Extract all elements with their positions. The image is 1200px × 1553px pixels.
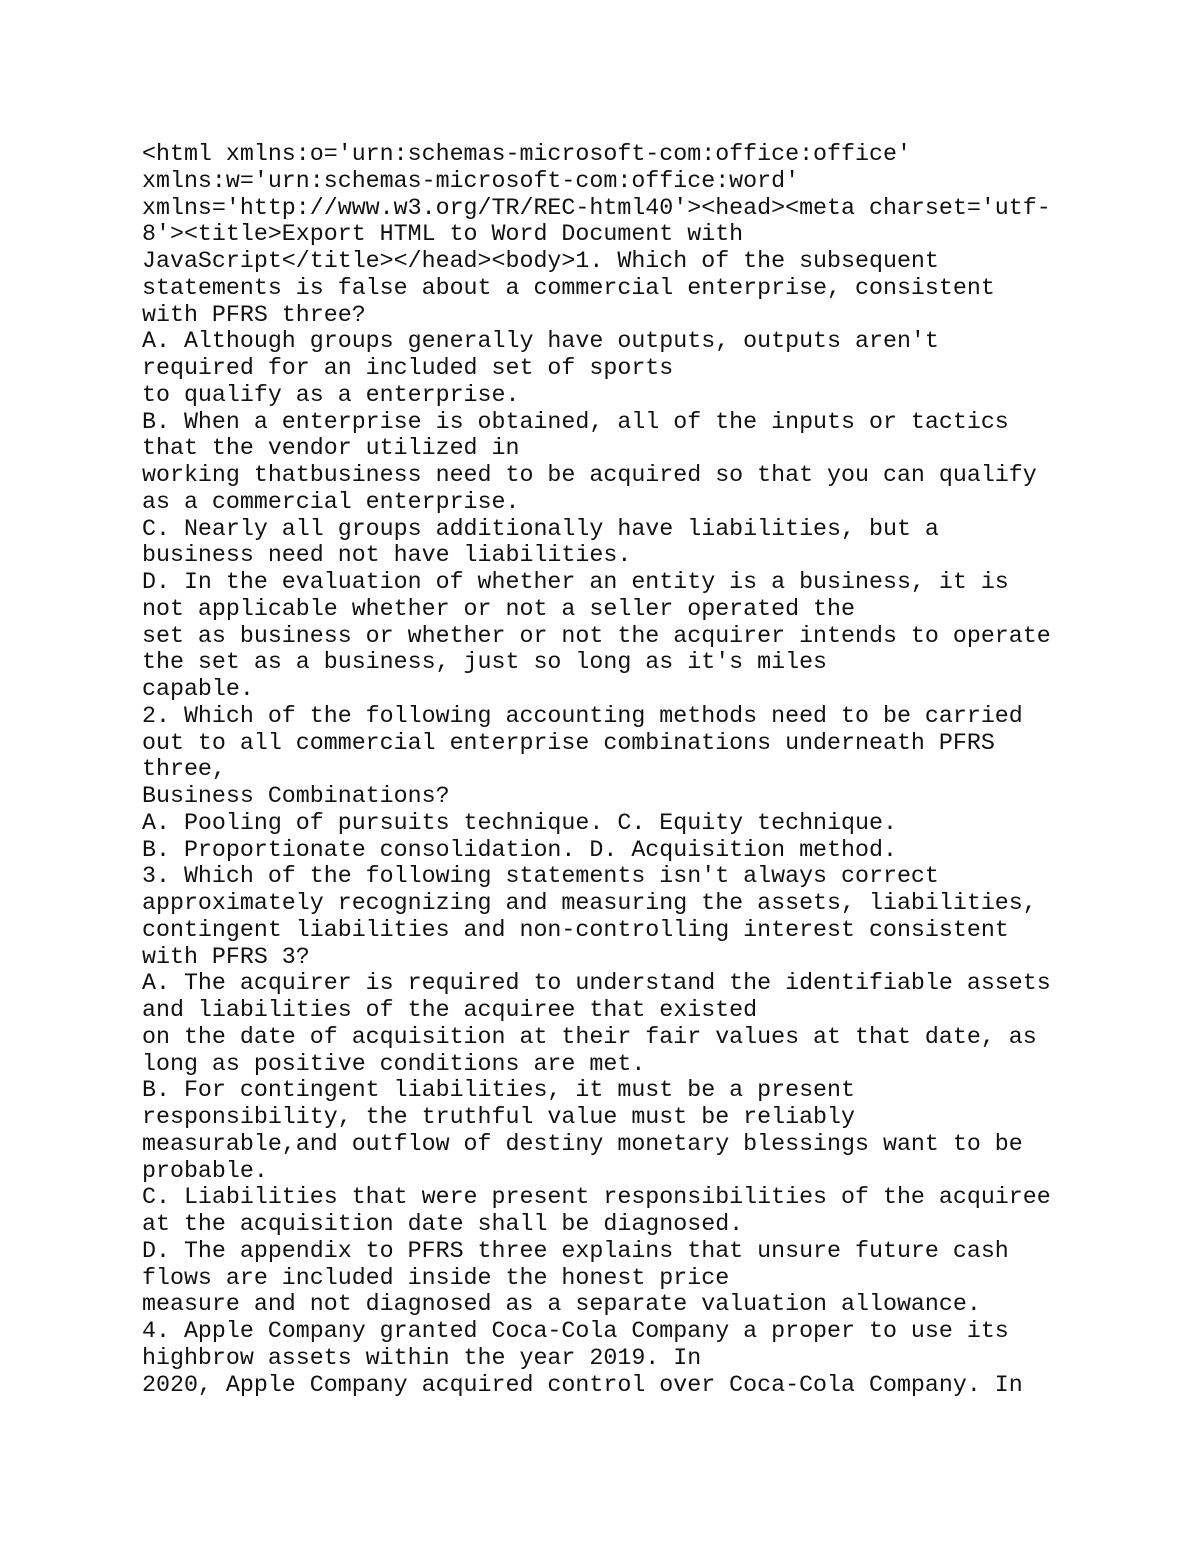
text-line: 2. Which of the following accounting methods need to be carried [142, 702, 1023, 729]
text-line: xmlns='http://www.w3.org/TR/REC-html40'><head><meta charset='utf- [142, 194, 1051, 221]
text-line: B. When a enterprise is obtained, all of the inputs or tactics [142, 408, 1009, 435]
text-line: 4. Apple Company granted Coca-Cola Company a proper to use its [142, 1318, 1009, 1344]
text-line: three, [142, 756, 226, 783]
text-line: probable. [142, 1157, 268, 1184]
text-line: business need not have liabilities. [142, 542, 632, 569]
text-line: D. In the evaluation of whether an entity is a business, it is [142, 569, 1009, 595]
text-line: A. Although groups generally have outputs, outputs aren't [142, 328, 939, 355]
text-line: required for an included set of sports [142, 355, 674, 381]
text-line: with PFRS 3? [142, 943, 310, 970]
text-line: capable. [142, 676, 254, 702]
text-line: A. Pooling of pursuits technique. C. Equity technique. [142, 809, 897, 836]
text-line: 8'><title>Export HTML to Word Document with [142, 221, 744, 248]
text-line: 2020, Apple Company acquired control over Coca-Cola Company. In [142, 1371, 1023, 1398]
text-line: the set as a business, just so long as it's miles [142, 649, 828, 676]
text-line: <html xmlns:o='urn:schemas-microsoft-com:office:office' [142, 141, 911, 167]
text-line: approximately recognizing and measuring the assets, liabilities, [142, 890, 1037, 916]
text-line: B. Proportionate consolidation. D. Acquisition method. [142, 836, 897, 863]
text-line: working thatbusiness need to be acquired so that you can qualify [142, 462, 1037, 488]
text-line: D. The appendix to PFRS three explains that unsure future cash [142, 1237, 1009, 1264]
text-line: not applicable whether or not a seller operated the [142, 595, 856, 622]
text-line: highbrow assets within the year 2019. In [142, 1344, 702, 1371]
text-line: measure and not diagnosed as a separate valuation allowance. [142, 1291, 981, 1318]
text-line: as a commercial enterprise. [142, 488, 520, 515]
text-line: measurable,and outflow of destiny monetary blessings want to be [142, 1130, 1023, 1157]
text-line: to qualify as a enterprise. [142, 381, 520, 408]
text-line: A. The acquirer is required to understand the identifiable assets [142, 970, 1051, 997]
text-line: flows are included inside the honest price [142, 1264, 730, 1291]
text-line: out to all commercial enterprise combinations underneath PFRS [142, 729, 995, 756]
text-line: contingent liabilities and non-controlling interest consistent [142, 916, 1009, 943]
text-line: on the date of acquisition at their fair values at that date, as [142, 1023, 1037, 1050]
text-line: Business Combinations? [142, 783, 450, 809]
text-line: with PFRS three? [142, 301, 366, 328]
text-line: long as positive conditions are met. [142, 1050, 646, 1077]
document-body-text [142, 141, 1162, 1398]
text-line: at the acquisition date shall be diagnosed. [142, 1211, 744, 1237]
text-line: C. Liabilities that were present responsibilities of the acquiree [142, 1184, 1051, 1211]
text-line: xmlns:w='urn:schemas-microsoft-com:office:word' [142, 167, 800, 194]
text-line: C. Nearly all groups additionally have liabilities, but a [142, 515, 939, 542]
text-line: B. For contingent liabilities, it must be a present [142, 1077, 856, 1104]
text-line: JavaScript</title></head><body>1. Which of the subsequent [142, 248, 939, 274]
text-line: statements is false about a commercial enterprise, consistent [142, 274, 995, 301]
text-line: responsibility, the truthful value must be reliably [142, 1104, 856, 1130]
text-line: 3. Which of the following statements isn't always correct [142, 863, 939, 890]
text-line: set as business or whether or not the acquirer intends to operate [142, 622, 1051, 649]
text-line: that the vendor utilized in [142, 435, 520, 462]
text-line: and liabilities of the acquiree that existed [142, 997, 758, 1023]
